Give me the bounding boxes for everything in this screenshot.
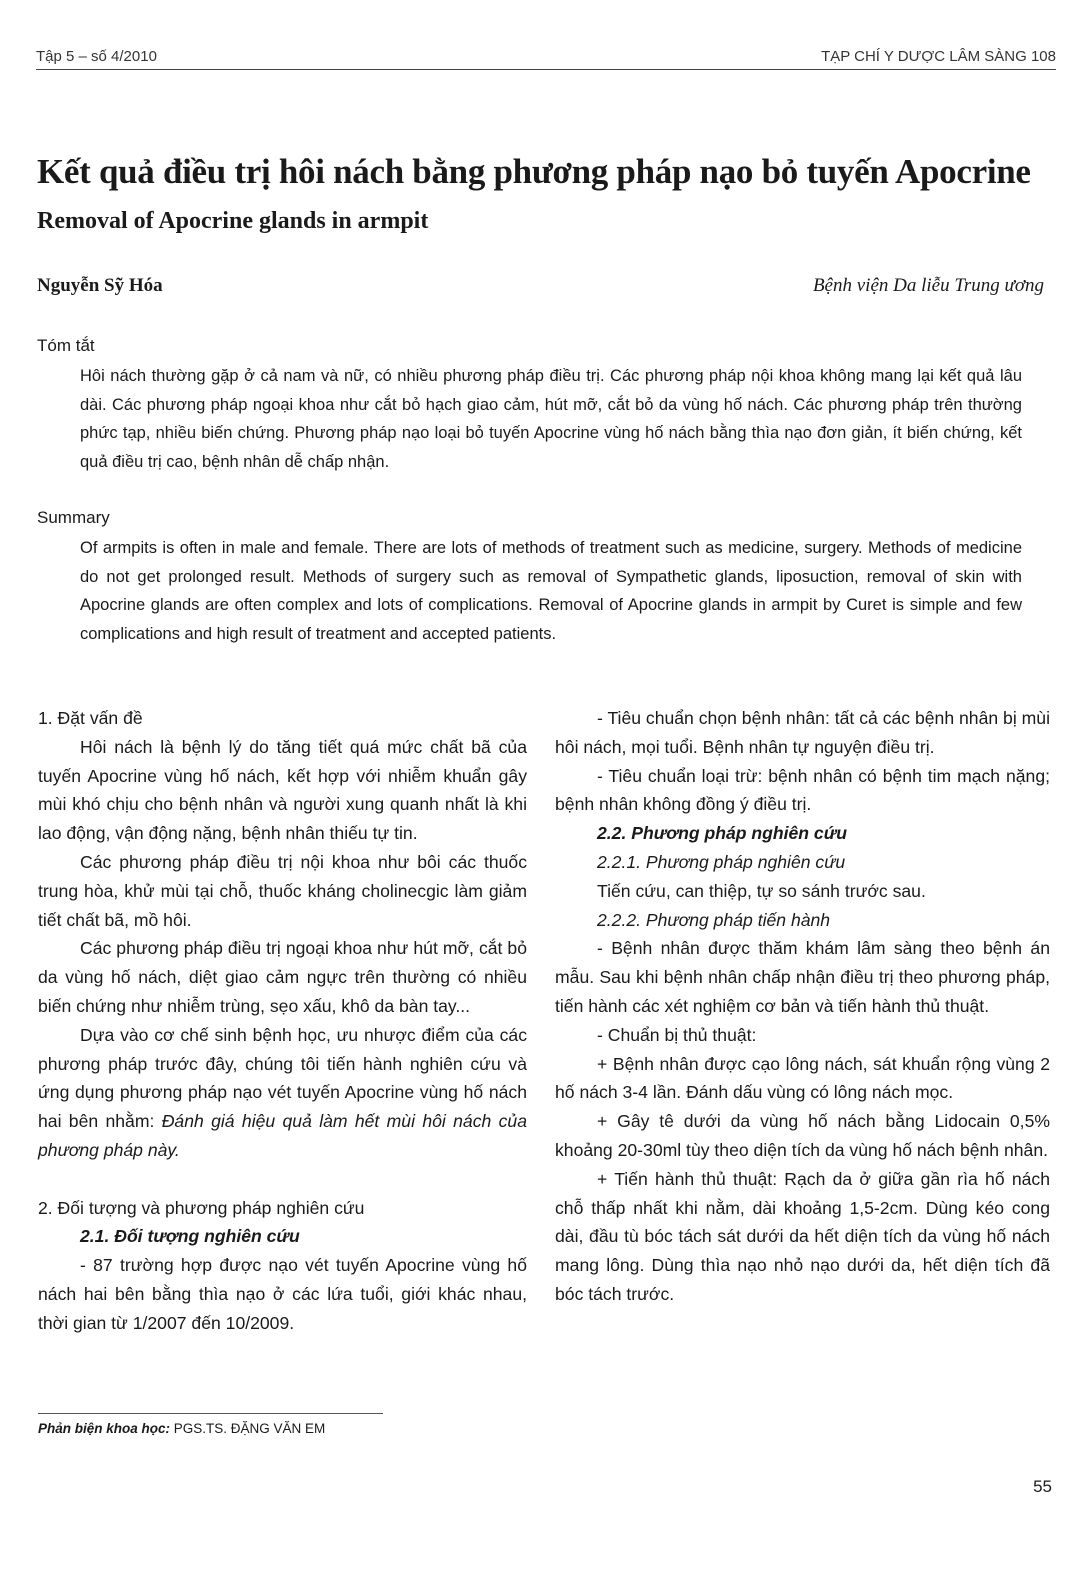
abstract-vn-text: Hôi nách thường gặp ở cả nam và nữ, có nhiều phương pháp điều trị. Các phương pháp nội khoa không mang lại kết quả lâu dài. Các phương pháp ngoại khoa như cắt bỏ hạch giao cảm, hút mỡ, cắt bỏ da vùng hố nách. Các phương pháp trên thường phức tạp, nhiều biến chứng. Phương pháp nạo loại bỏ tuyến Apocrine vùng hố nách bằng thìa nạo đơn giản, ít biến chứng, kết quả điều trị cao, bệnh nhân dễ chấp nhận. <box>80 367 1022 472</box>
paragraph: - Chuẩn bị thủ thuật: <box>597 1024 757 1045</box>
abstract-en-text: Of armpits is often in male and female. There are lots of methods of treatment such as medicine, surgery. Methods of medicine do not get prolonged result. Methods of surgery such as removal of Sympathetic glands, liposuction, removal of skin with Apocrine glands are often complex and lots of complications. Removal of Apocrine glands in armpit by Curet is simple and few complications and high result of treatment and accepted patients. <box>80 539 1022 644</box>
paragraph: Tiến cứu, can thiệp, tự so sánh trước sau. <box>597 880 926 901</box>
paragraph-text: Dựa vào cơ chế sinh bệnh học, ưu nhược điểm của các phương pháp trước đây, chúng tôi tiến hành nghiên cứu và ứng dụng phương pháp nạo vét tuyến Apocrine vùng hố nách hai bên nhằm: <box>38 1024 527 1132</box>
abstract-vn-heading: Tóm tắt <box>37 336 95 355</box>
left-column <box>38 704 527 1338</box>
subsection-heading: 2.1. Đối tượng nghiên cứu <box>80 1226 300 1247</box>
paragraph: Các phương pháp điều trị nội khoa như bôi các thuốc trung hòa, khử mùi tại chỗ, thuốc kháng cholinecgic làm giảm tiết chất bã, mồ hôi. <box>38 851 527 930</box>
section-heading: 2. Đối tượng và phương pháp nghiên cứu <box>38 1197 365 1218</box>
paragraph: Hôi nách là bệnh lý do tăng tiết quá mức chất bã của tuyến Apocrine vùng hố nách, kết hợp với nhiễm khuẩn gây mùi khó chịu cho bệnh nhân và người xung quanh nhất là khi lao động, vận động nặng, bệnh nhân thiếu tự tin. <box>38 736 527 844</box>
paragraph: - Tiêu chuẩn loại trừ: bệnh nhân có bệnh tim mạch nặng; bệnh nhân không đồng ý điều trị. <box>555 765 1050 815</box>
paragraph: - Bệnh nhân được thăm khám lâm sàng theo bệnh án mẫu. Sau khi bệnh nhân chấp nhận điều trị theo phương pháp, tiến hành các xét nghiệm cơ bản và tiến hành thủ thuật. <box>555 938 1050 1016</box>
right-column <box>555 704 1050 1309</box>
article-subtitle: Removal of Apocrine glands in armpit <box>37 208 429 234</box>
objective-text: Đánh giá hiệu quả làm hết mùi hôi nách của phương pháp này. <box>38 1111 527 1160</box>
affiliation: Bệnh viện Da liễu Trung ương <box>812 275 1044 296</box>
footnote-value: PGS.TS. ĐẶNG VĂN EM <box>170 1421 326 1436</box>
paragraph: + Bệnh nhân được cạo lông nách, sát khuẩn rộng vùng 2 hố nách 3-4 lần. Đánh dấu vùng có lông nách mọc. <box>555 1053 1050 1103</box>
subsection-heading: 2.2.1. Phương pháp nghiên cứu <box>597 851 846 872</box>
paragraph: - 87 trường hợp được nạo vét tuyến Apocrine vùng hố nách hai bên bằng thìa nạo ở các lứa tuổi, giới khác nhau, thời gian từ 1/2007 đến 10/2009. <box>38 1255 527 1333</box>
paragraph: Các phương pháp điều trị ngoại khoa như hút mỡ, cắt bỏ da vùng hố nách, diệt giao cảm ngực trên thường có nhiều biến chứng như nhiễm trùng, sẹo xấu, khô da bàn tay... <box>38 938 527 1016</box>
journal-name: TẠP CHÍ Y DƯỢC LÂM SÀNG 108 <box>821 48 1056 65</box>
abstract-en-heading: Summary <box>37 508 110 527</box>
paragraph: - Tiêu chuẩn chọn bệnh nhân: tất cả các bệnh nhân bị mùi hôi nách, mọi tuổi. Bệnh nhân tự nguyện điều trị. <box>555 708 1050 757</box>
header-rule <box>36 69 1056 70</box>
paragraph <box>38 1021 527 1165</box>
paragraph: + Gây tê dưới da vùng hố nách bằng Lidocain 0,5% khoảng 20-30ml tùy theo diện tích da vùng hố nách bệnh nhân. <box>555 1111 1050 1160</box>
subsection-heading: 2.2.2. Phương pháp tiến hành <box>597 909 831 930</box>
footnote-rule <box>38 1413 383 1414</box>
page-number: 55 <box>1033 1477 1052 1496</box>
subsection-heading: 2.2. Phương pháp nghiên cứu <box>597 823 848 844</box>
footnote <box>38 1421 325 1436</box>
footnote-label: Phản biện khoa học: <box>38 1421 171 1436</box>
author: Nguyễn Sỹ Hóa <box>37 275 163 296</box>
paragraph: + Tiến hành thủ thuật: Rạch da ở giữa gần rìa hố nách chỗ thấp nhất khi nằm, dài khoảng 1,5-2cm. Dùng kéo cong dài, đầu tù bóc tách sát dưới da hết diện tích da vùng hố nách mang lông. Dùng thìa nạo nhỏ nạo dưới da, hết diện tích đã bóc tách trước. <box>555 1168 1050 1304</box>
section-heading: 1. Đặt vấn đề <box>38 708 143 728</box>
article-title: Kết quả điều trị hôi nách bằng phương pháp nạo bỏ tuyến Apocrine <box>37 152 1031 191</box>
journal-issue: Tập 5 – số 4/2010 <box>36 48 157 65</box>
